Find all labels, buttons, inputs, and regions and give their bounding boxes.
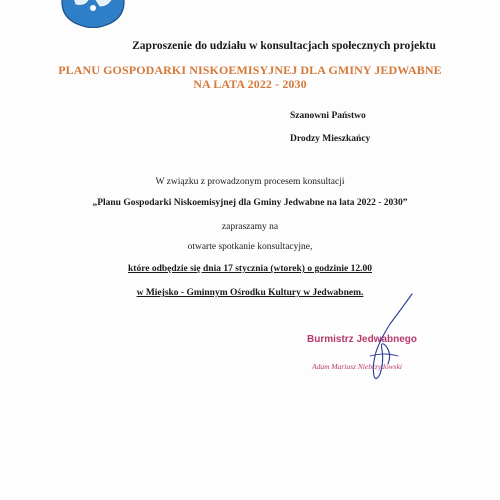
- plan-title-line2: NA LATA 2022 - 2030: [193, 77, 307, 91]
- salutation-line2: Drodzy Mieszkańcy: [290, 134, 371, 144]
- salutation-line1: Szanowni Państwo: [290, 111, 366, 121]
- coat-of-arms-icon: [58, 0, 128, 28]
- plan-title-line1: PLANU GOSPODARKI NISKOEMISYJNEJ DLA GMINY JEDWABNE: [58, 63, 442, 77]
- body-line4: otwarte spotkanie konsultacyjne,: [187, 242, 313, 252]
- body-line3: zapraszamy na: [221, 222, 279, 232]
- meeting-date-line: które odbędzie się dnia 17 stycznia (wtorek) o godzinie 12.00: [128, 264, 372, 274]
- invitation-heading: Zaproszenie do udziału w konsultacjach społecznych projektu: [132, 40, 436, 52]
- body-line1: W związku z prowadzonym procesem konsultacji: [155, 177, 345, 187]
- handwritten-signature-icon: [350, 290, 420, 390]
- stamp-title: Burmistrz Jedwabnego: [307, 334, 418, 345]
- body-line2-plan-name: „Planu Gospodarki Niskoemisyjnej dla Gminy Jedwabne na lata 2022 - 2030”: [92, 198, 408, 208]
- stamp-name: Adam Mariusz Niebrzydowski: [312, 362, 402, 371]
- meeting-place-line: w Miejsko - Gminnym Ośrodku Kultury w Jedwabnem.: [136, 288, 364, 298]
